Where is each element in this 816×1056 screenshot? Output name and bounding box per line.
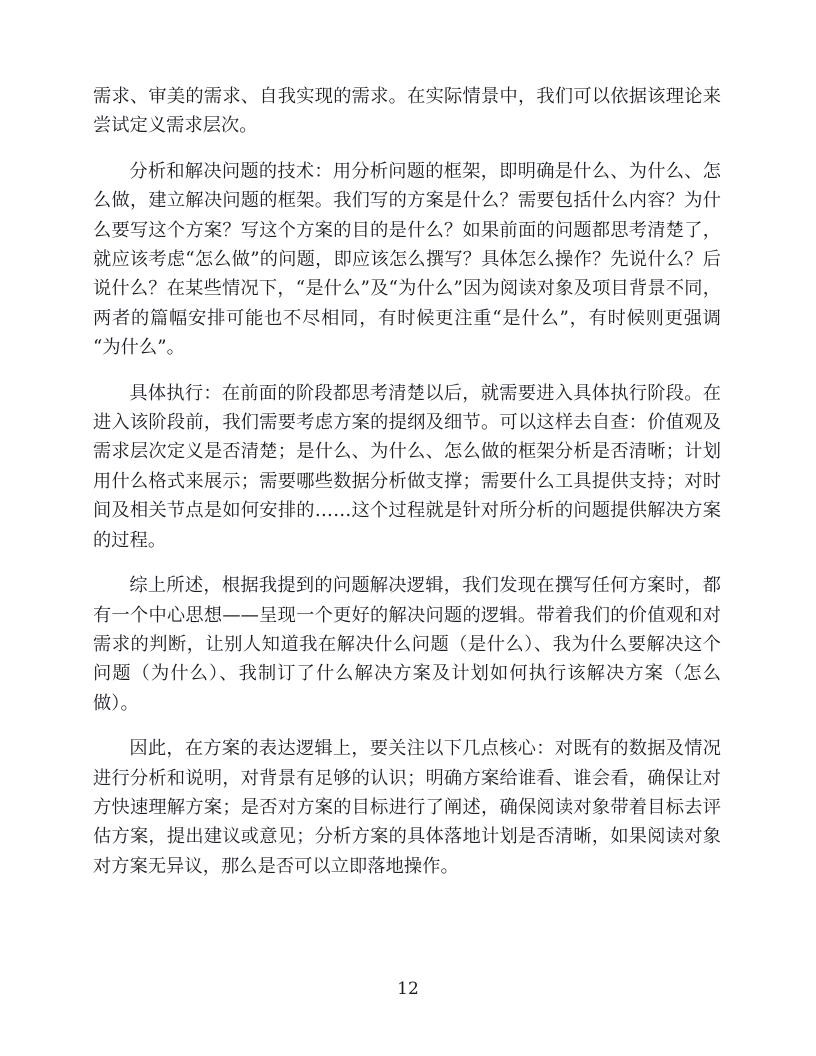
paragraph-continuation: 需求、审美的需求、自我实现的需求。在实际情景中，我们可以依据该理论来尝试定义需求层次。 [93, 86, 721, 137]
paragraph-summary: 综上所述，根据我提到的问题解决逻辑，我们发现在撰写任何方案时，都有一个中心思想——呈现一个更好的解决问题的逻辑。带着我们的价值观和对需求的判断，让别人知道我在解决什么问题（是什么）、我为什么要解决这个问题（为什么）、我制订了什么解决方案及计划如何执行该解决方案（怎么做）。 [93, 575, 721, 714]
paragraph-concrete-execution: 具体执行：在前面的阶段都思考清楚以后，就需要进入具体执行阶段。在进入该阶段前，我们需要考虑方案的提纲及细节。可以这样去自查：价值观及需求层次定义是否清楚；是什么、为什么、怎么做的框架分析是否清晰；计划用什么格式来展示；需要哪些数据分析做支撑；需要什么工具提供支持；对时间及相关节点是如何安排的……这个过程就是针对所分析的问题提供解决方案的过程。 [93, 382, 721, 551]
paragraph-core-points: 因此，在方案的表达逻辑上，要关注以下几点核心：对既有的数据及情况进行分析和说明，对背景有足够的认识；明确方案给谁看、谁会看，确保让对方快速理解方案；是否对方案的目标进行了阐述，确保阅读对象带着目标去评估方案，提出建议或意见；分析方案的具体落地计划是否清晰，如果阅读对象对方案无异议，那么是否可以立即落地操作。 [93, 738, 721, 877]
page-number: 12 [397, 979, 419, 999]
page-footer [0, 978, 816, 1000]
paragraph-analysis-technique: 分析和解决问题的技术：用分析问题的框架，即明确是什么、为什么、怎么做，建立解决问题的框架。我们写的方案是什么？需要包括什么内容？为什么要写这个方案？写这个方案的目的是什么？如果前面的问题都思考清楚了，就应该考虑“怎么做”的问题，即应该怎么撰写？具体怎么操作？先说什么？后说什么？在某些情况下，“是什么”及“为什么”因为阅读对象及项目背景不同，两者的篇幅安排可能也不尽相同，有时候更注重“是什么”，有时候则更强调“为什么”。 [93, 160, 721, 359]
document-body [93, 82, 721, 881]
